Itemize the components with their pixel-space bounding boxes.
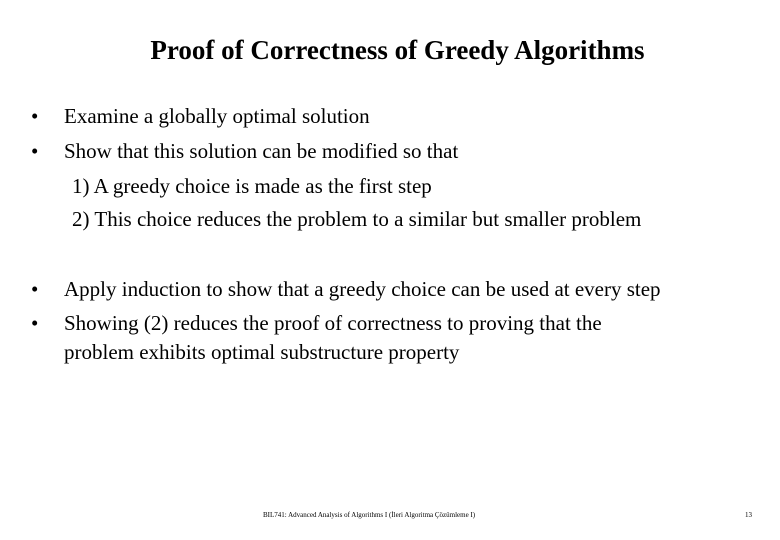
sub-item: 1) A greedy choice is made as the first step (72, 174, 432, 198)
bullet-marker: • (31, 104, 39, 128)
bullet-text: Examine a globally optimal solution (64, 104, 370, 128)
bullet-text: Showing (2) reduces the proof of correctness to proving that the (64, 311, 602, 335)
bullet-marker: • (31, 139, 39, 163)
slide-footer: BIL741: Advanced Analysis of Algorithms I (İleri Algoritma Çözümleme I) (263, 511, 476, 519)
bullet-text: Apply induction to show that a greedy choice can be used at every step (64, 277, 661, 301)
bullet-text: Show that this solution can be modified so that (64, 139, 459, 163)
page-number: 13 (745, 511, 752, 519)
bullet-continuation: problem exhibits optimal substructure property (64, 340, 460, 364)
sub-item: 2) This choice reduces the problem to a similar but smaller problem (72, 207, 642, 231)
slide-title: Proof of Correctness of Greedy Algorithms (150, 35, 645, 65)
bullet-marker: • (31, 311, 39, 335)
bullet-marker: • (31, 277, 39, 301)
